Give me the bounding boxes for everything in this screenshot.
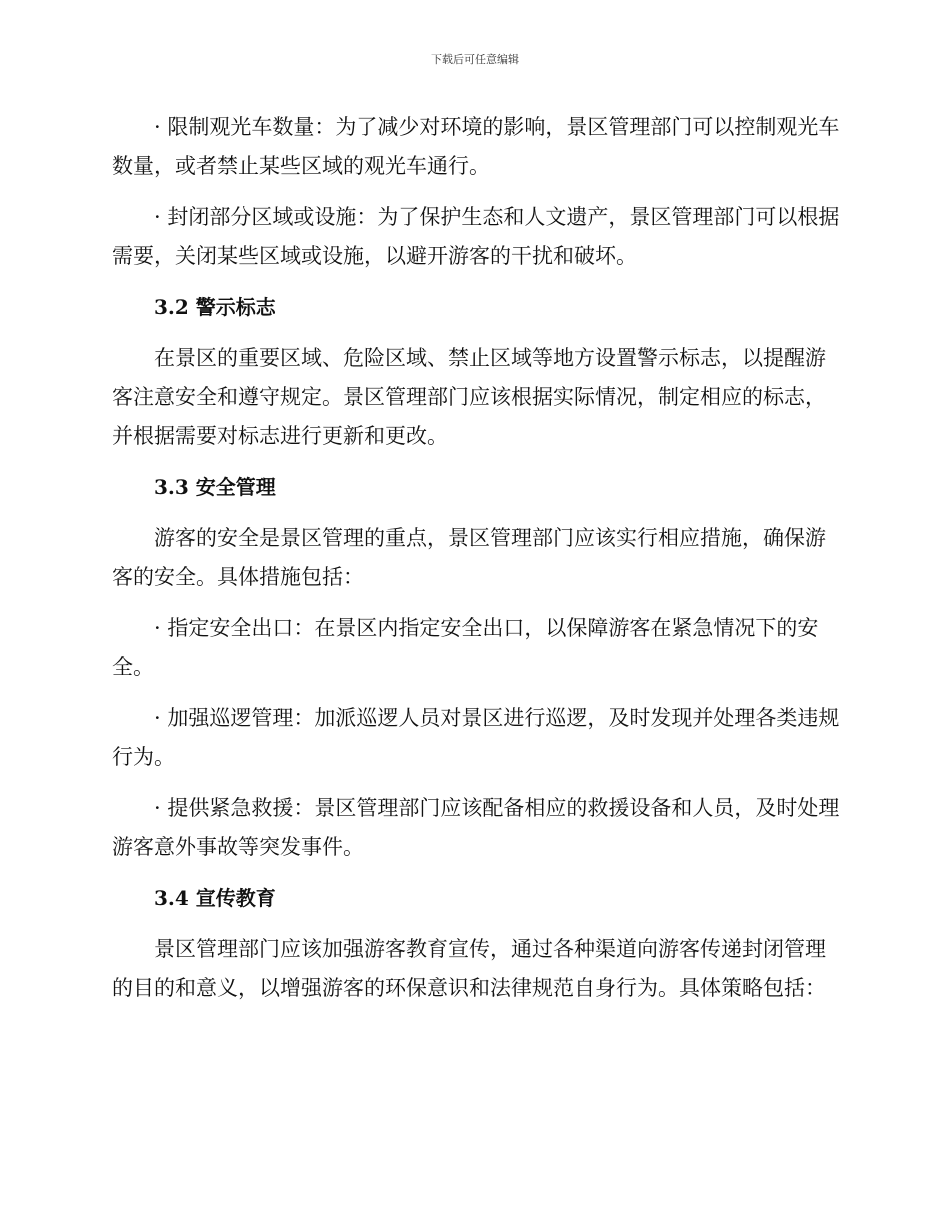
paragraph-emergency-rescue: · 提供紧急救援：景区管理部门应该配备相应的救援设备和人员，及时处理游客意外事故等突发事件。 bbox=[112, 796, 840, 859]
paragraph-limit-sightseeing-cars: · 限制观光车数量：为了减少对环境的影响，景区管理部门可以控制观光车数量，或者禁止某些区域的观光车通行。 bbox=[112, 115, 840, 178]
paragraph-warning-signs: 在景区的重要区域、危险区域、禁止区域等地方设置警示标志，以提醒游客注意安全和遵守规定。景区管理部门应该根据实际情况，制定相应的标志，并根据需要对标志进行更新和更改。 bbox=[112, 346, 826, 448]
section-heading-warning-signs: 3.2 警示标志 bbox=[154, 295, 276, 319]
document-body bbox=[112, 108, 842, 1020]
paragraph-patrol-management: · 加强巡逻管理：加派巡逻人员对景区进行巡逻，及时发现并处理各类违规行为。 bbox=[112, 706, 840, 769]
paragraph-close-areas: · 封闭部分区域或设施：为了保护生态和人文遗产，景区管理部门可以根据需要，关闭某些区域或设施，以避开游客的干扰和破坏。 bbox=[112, 205, 840, 268]
section-heading-safety-management: 3.3 安全管理 bbox=[154, 475, 276, 499]
paragraph-safety-intro: 游客的安全是景区管理的重点，景区管理部门应该实行相应措施，确保游客的安全。具体措施包括： bbox=[112, 526, 826, 589]
paragraph-publicity-education: 景区管理部门应该加强游客教育宣传，通过各种渠道向游客传递封闭管理的目的和意义，以增强游客的环保意识和法律规范自身行为。具体策略包括： bbox=[112, 937, 826, 1000]
paragraph-safety-exit: · 指定安全出口：在景区内指定安全出口，以保障游客在紧急情况下的安全。 bbox=[112, 616, 819, 679]
section-heading-publicity-education: 3.4 宣传教育 bbox=[154, 886, 276, 910]
page-header: 下载后可任意编辑 bbox=[431, 53, 519, 66]
